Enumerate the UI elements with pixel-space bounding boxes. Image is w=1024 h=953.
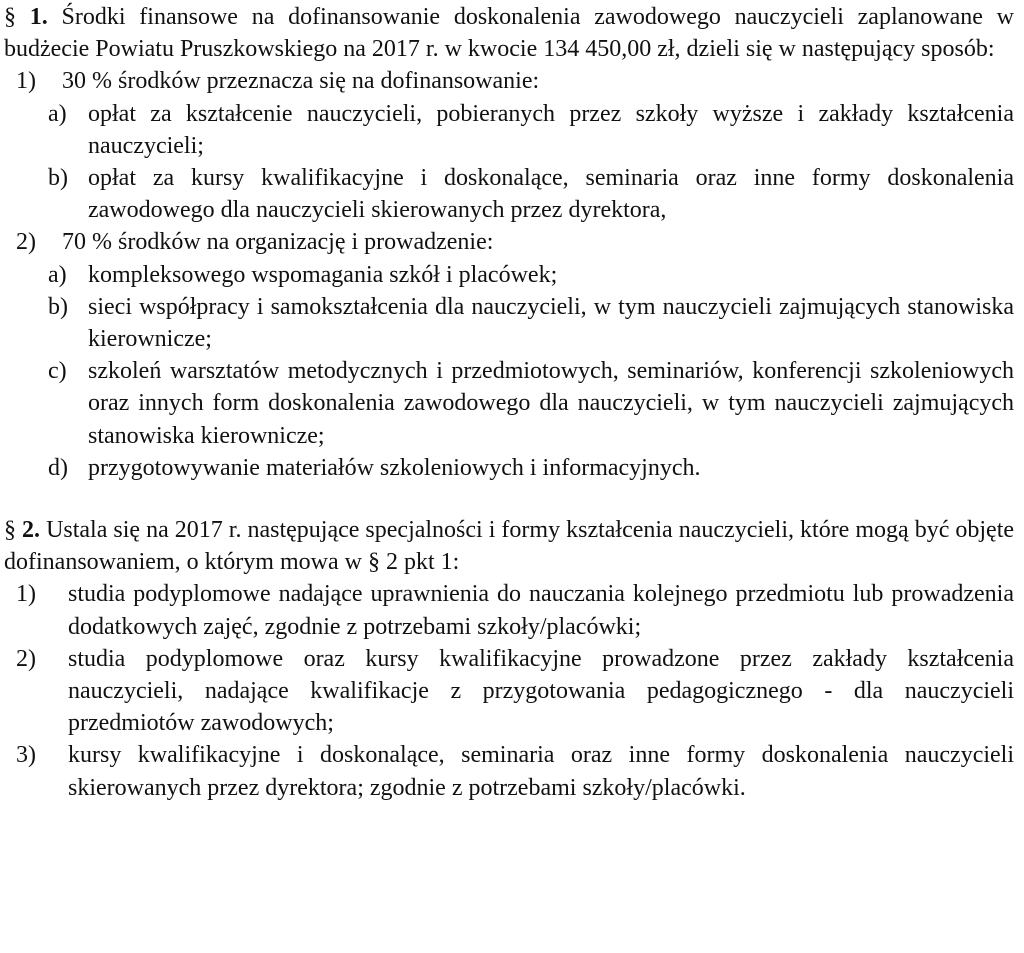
item-number: 2) [16,229,36,256]
subitem-text: przygotowywanie materiałów szkoleniowych i informacyjnych. [88,454,701,481]
section-1-sign: § [4,4,16,30]
subitem-text: opłat za kształcenie nauczycieli, pobieranych przez szkoły wyższe i zakłady kształcenia nauczycieli; [88,100,1014,159]
section-1-item-2-sub-a [4,259,1014,291]
item-text: studia podyplomowe oraz kursy kwalifikacyjne prowadzone przez zakłady kształcenia nauczycieli, nadające kwalifikacje z przygotowania pedagogicznego - dla nauczycieli przedmiotów zawodowych; [68,645,1014,737]
section-1-item-2 [4,226,1014,258]
section-2-item-3 [4,739,1014,803]
item-number: 2) [16,645,36,672]
section-2-sign: § [4,517,16,544]
item-text: 70 % środków na organizację i prowadzenie: [62,229,494,256]
subitem-letter: b) [48,293,68,320]
item-text: studia podyplomowe nadające uprawnienia do nauczania kolejnego przedmiotu lub prowadzenia dodatkowych zajęć, zgodnie z potrzebami szkoły/placówki; [68,581,1014,640]
section-1-intro: Środki finansowe na dofinansowanie doskonalenia zawodowego nauczycieli zaplanowane w budżecie Powiatu Pruszkowskiego na 2017 r. w kwocie 134 450,00 zł, dzieli się w następujący sposób: [4,4,1014,63]
subitem-letter: d) [48,454,68,481]
section-2-paragraph [4,514,1014,578]
section-2-number: 2. [22,517,41,544]
section-1-item-2-sub-c [4,355,1014,452]
section-1-item-2-sub-b [4,291,1014,355]
section-spacer [4,484,1014,514]
item-number: 1) [16,581,36,608]
section-2-intro: Ustala się na 2017 r. następujące specjalności i formy kształcenia nauczycieli, które mogą być objęte dofinansowaniem, o którym mowa w § 2 pkt 1: [4,517,1015,576]
item-text: 30 % środków przeznacza się na dofinansowanie: [62,68,540,95]
subitem-text: szkoleń warsztatów metodycznych i przedmiotowych, seminariów, konferencji szkoleniowych oraz innych form doskonalenia zawodowego dla nauczycieli, w tym nauczycieli zajmujących stanowiska kierownicze; [88,358,1014,449]
subitem-text: sieci współpracy i samokształcenia dla nauczycieli, w tym nauczycieli zajmujących stanowiska kierownicze; [88,293,1014,353]
subitem-letter: b) [48,165,68,192]
section-1-paragraph [4,1,1014,65]
item-number: 1) [16,68,36,95]
section-2-item-2 [4,643,1014,740]
section-1-item-2-sub-d [4,452,1014,484]
subitem-letter: a) [48,261,67,288]
item-number: 3) [16,742,36,769]
section-1-item-1-sub-b [4,162,1014,226]
section-1-item-1-sub-a [4,98,1014,162]
section-1-number: 1. [29,4,48,30]
subitem-text: opłat za kursy kwalifikacyjne i doskonalące, seminaria oraz inne formy doskonalenia zawodowego dla nauczycieli skierowanych przez dyrektora, [88,165,1014,224]
subitem-letter: a) [48,100,67,127]
item-text: kursy kwalifikacyjne i doskonalące, seminaria oraz inne formy doskonalenia nauczycieli skierowanych przez dyrektora; zgodnie z potrzebami szkoły/placówki. [68,742,1014,801]
section-2-item-1 [4,578,1014,642]
subitem-text: kompleksowego wspomagania szkół i placówek; [88,261,558,288]
section-1-item-1 [4,65,1014,97]
subitem-letter: c) [48,358,67,385]
